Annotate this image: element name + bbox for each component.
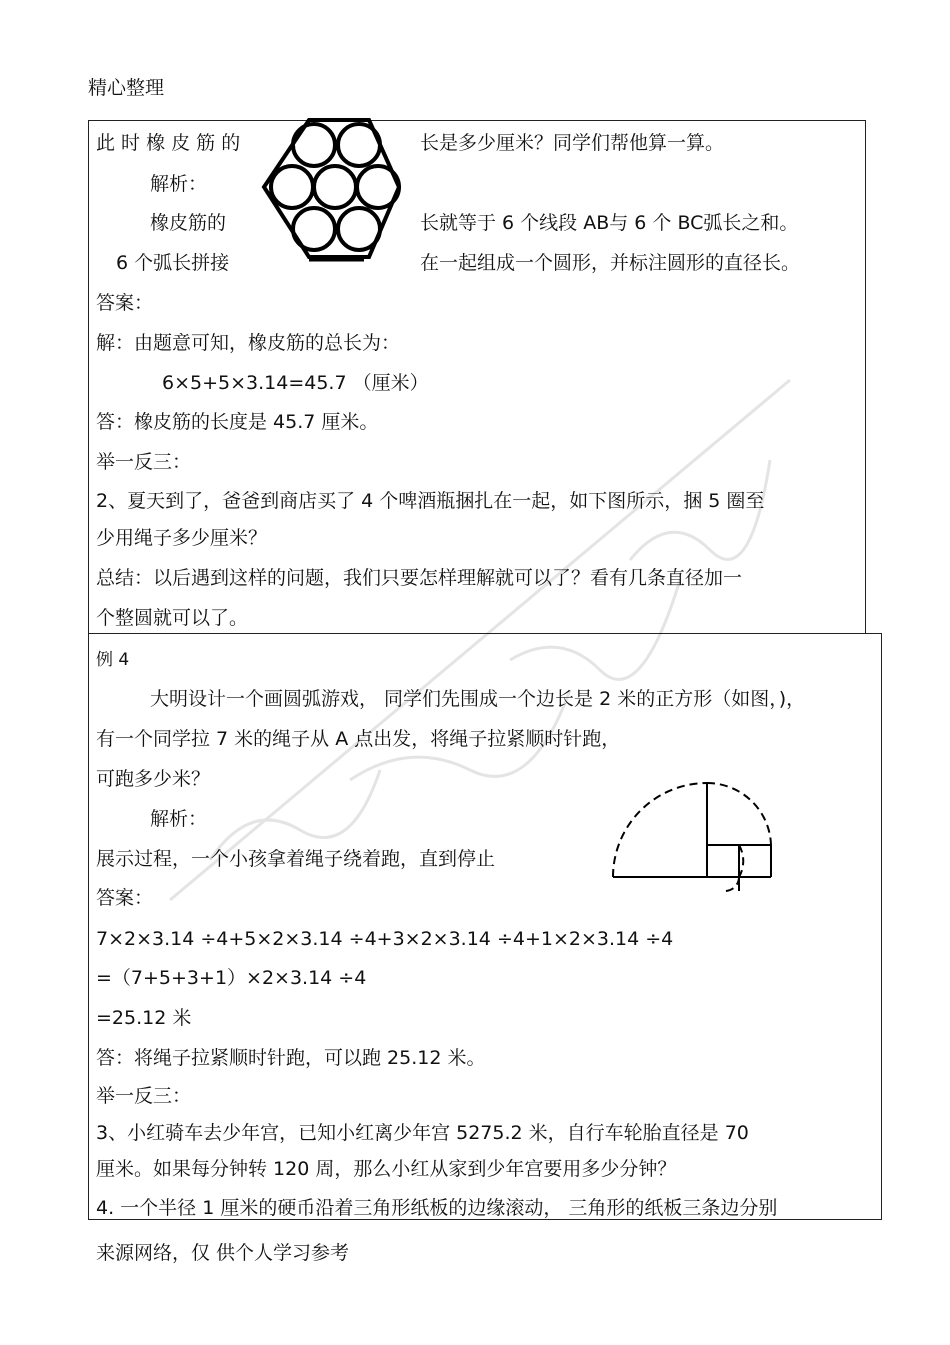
formula: 6×5+5×3.14=45.7 （厘米） bbox=[162, 372, 429, 394]
process-text: 展示过程，一个小孩拿着绳子绕着跑，直到停止 bbox=[96, 848, 496, 870]
conclusion: 答：橡皮筋的长度是 45.7 厘米。 bbox=[96, 411, 379, 433]
problem-line1: 大明设计一个画圆弧游戏， 同学们先围成一个边长是 2 米的正方形（如图，)， bbox=[150, 688, 806, 710]
footer-note: 来源网络，仅 供个人学习参考 bbox=[96, 1242, 350, 1264]
analysis2-label: 解析： bbox=[150, 808, 208, 830]
problem-line2: 有一个同学拉 7 米的绳子从 A 点出发，将绳子拉紧顺时针跑， bbox=[96, 728, 621, 750]
conclusion2: 答：将绳子拉紧顺时针跑，可以跑 25.12 米。 bbox=[96, 1047, 486, 1069]
watermark-graphic bbox=[150, 360, 810, 920]
problem3-line1: 3、小红骑车去少年宫，已知小红离少年宫 5275.2 米，自行车轮胎直径是 70 bbox=[96, 1122, 749, 1144]
answer-label: 答案： bbox=[96, 292, 154, 314]
calc-line1: 7×2×3.14 ÷4+5×2×3.14 ÷4+3×2×3.14 ÷4+1×2×3.14 ÷4 bbox=[96, 928, 674, 950]
arc-left-text: 6 个弧长拼接 bbox=[116, 252, 230, 274]
practice2-label: 举一反三： bbox=[96, 1085, 192, 1107]
analysis-left-text: 橡皮筋的 bbox=[150, 212, 227, 234]
summary-line2: 个整圆就可以了。 bbox=[96, 607, 249, 629]
problem3-line2: 厘米。如果每分钟转 120 周，那么小红从家到少年宫要用多少分钟？ bbox=[96, 1158, 677, 1180]
arc-right-text: 在一起组成一个圆形，并标注圆形的直径长。 bbox=[420, 252, 801, 274]
intro-right-text: 长是多少厘米？同学们帮他算一算。 bbox=[420, 132, 725, 154]
calc-line3: =25.12 米 bbox=[96, 1007, 192, 1029]
analysis-right-text: 长就等于 6 个线段 AB与 6 个 BC弧长之和。 bbox=[420, 212, 799, 234]
problem2-line2: 少用绳子多少厘米？ bbox=[96, 527, 268, 549]
page-header: 精心整理 bbox=[88, 77, 165, 99]
problem2-line1: 2、夏天到了，爸爸到商店买了 4 个啤酒瓶捆扎在一起，如下图所示，捆 5 圈至 bbox=[96, 490, 765, 512]
summary-line1: 总结：以后遇到这样的问题，我们只要怎样理解就可以了？看有几条直径加一 bbox=[96, 567, 743, 589]
problem-line3: 可跑多少米？ bbox=[96, 768, 211, 790]
practice-label: 举一反三： bbox=[96, 451, 192, 473]
calc-line2: =（7+5+3+1）×2×3.14 ÷4 bbox=[96, 967, 367, 989]
problem4-line1: 4. 一个半径 1 厘米的硬币沿着三角形纸板的边缘滚动， 三角形的纸板三条边分别 bbox=[96, 1197, 778, 1219]
solution-intro: 解：由题意可知，橡皮筋的总长为： bbox=[96, 332, 401, 354]
analysis-label: 解析： bbox=[150, 173, 208, 195]
example-label: 例 4 bbox=[96, 650, 130, 670]
intro-left-text: 此 时 橡 皮 筋 的 bbox=[96, 132, 241, 154]
answer2-label: 答案： bbox=[96, 887, 154, 909]
bottle-bundle-figure bbox=[259, 115, 409, 265]
